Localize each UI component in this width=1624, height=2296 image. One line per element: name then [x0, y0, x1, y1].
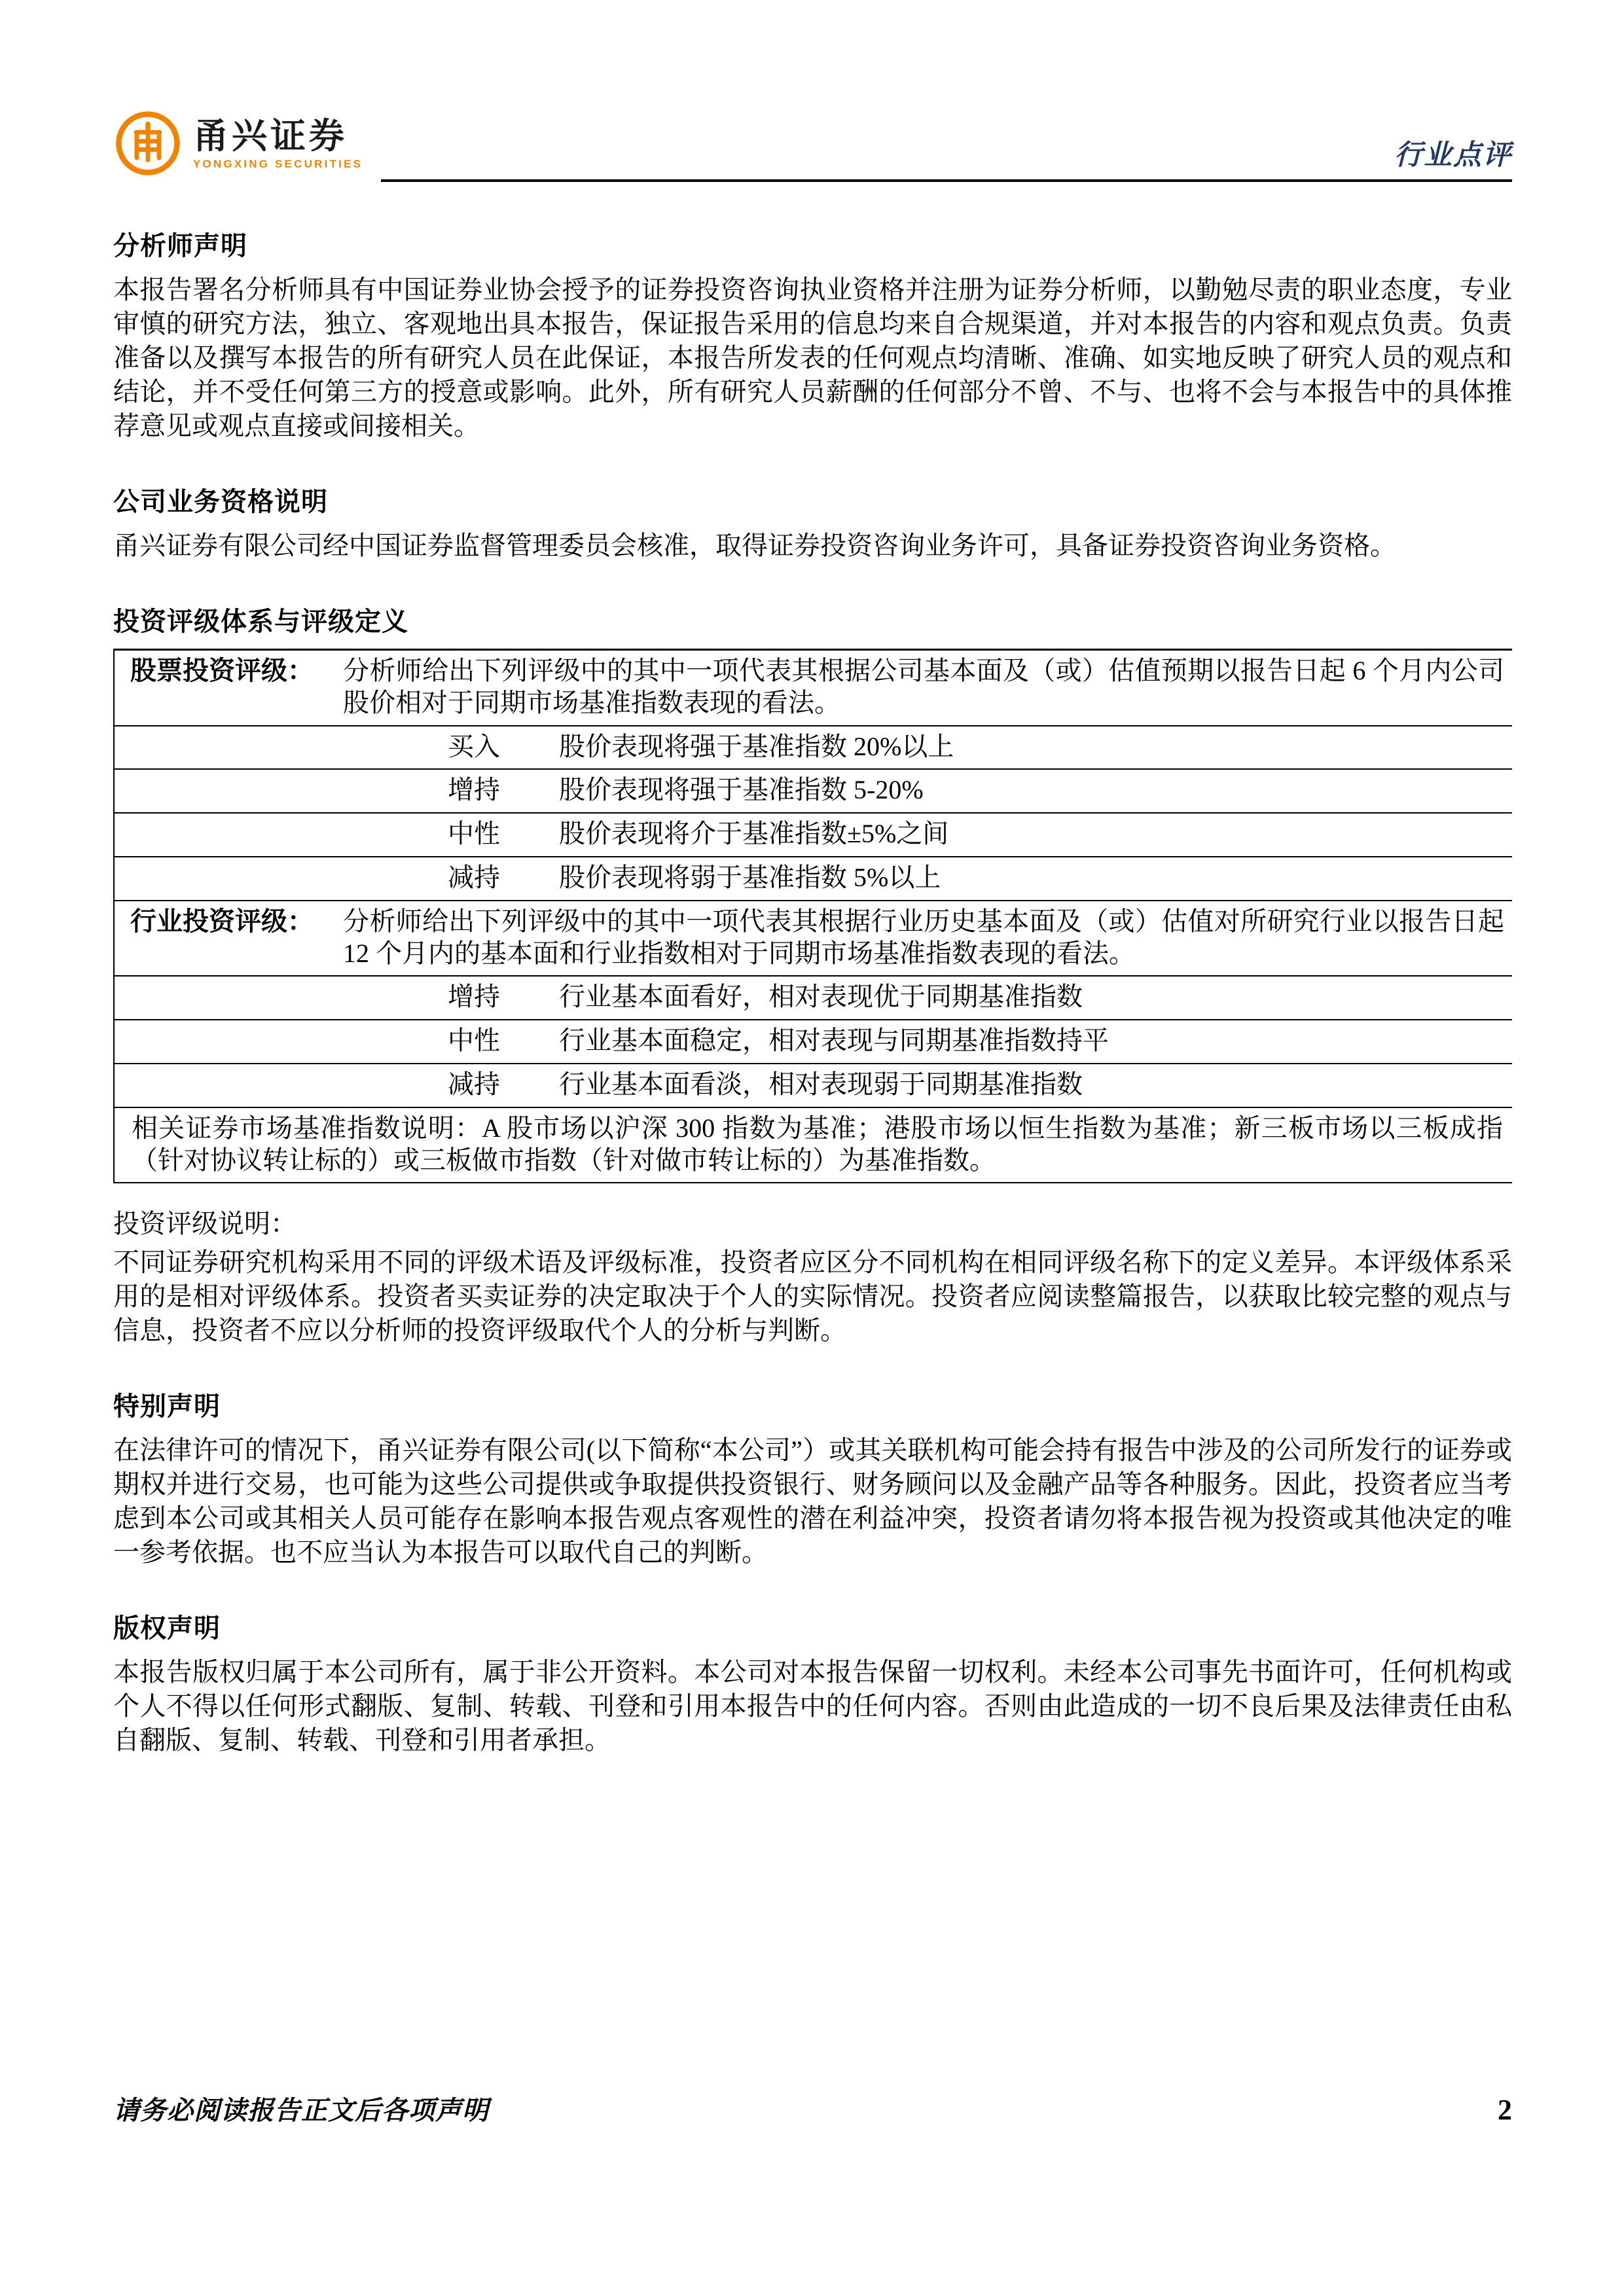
brand-logo [113, 105, 381, 182]
brand-logo-icon [113, 109, 183, 178]
table-row [114, 857, 1512, 901]
rating-name: 中性 [343, 1020, 559, 1064]
rating-name: 增持 [343, 769, 559, 813]
table-row [114, 1064, 1512, 1107]
special-statement-text: 在法律许可的情况下，甬兴证券有限公司(以下简称“本公司”）或其关联机构可能会持有报告中涉及的公司所发行的证券或期权并进行交易，也可能为这些公司提供或争取提供投资银行、财务顾问以及金融产品等各种服务。因此，投资者应当考虑到本公司或其相关人员可能存在影响本报告观点客观性的潜在利益冲突，投资者请勿将本报告视为投资或其他决定的唯一参考依据。也不应当认为本报告可以取代自己的判断。 [113, 1435, 1512, 1568]
qualification-text: 甬兴证券有限公司经中国证券监督管理委员会核准，取得证券投资咨询业务许可，具备证券投资咨询业务资格。 [113, 531, 1396, 560]
header-rule [381, 105, 1512, 182]
rating-desc: 股价表现将介于基准指数±5%之间 [559, 813, 1512, 857]
rating-desc: 股价表现将弱于基准指数 5%以上 [559, 857, 1512, 901]
empty-cell [114, 726, 343, 770]
empty-cell [114, 1064, 343, 1107]
qualification-section [113, 481, 1512, 563]
rating-desc: 行业基本面看淡，相对表现弱于同期基准指数 [559, 1064, 1512, 1107]
rating-note-title: 投资评级说明： [113, 1209, 297, 1239]
rating-desc: 股价表现将强于基准指数 20%以上 [559, 726, 1512, 770]
rating-desc: 股价表现将强于基准指数 5-20% [559, 769, 1512, 813]
rating-name: 买入 [343, 726, 559, 770]
rating-name: 中性 [343, 813, 559, 857]
table-row [114, 901, 1512, 977]
rating-definition: 分析师给出下列评级中的其中一项代表其根据公司基本面及（或）估值预期以报告日起 6 个月内公司股价相对于同期市场基准指数表现的看法。 [343, 650, 1512, 726]
rating-category-label: 行业投资评级： [114, 901, 343, 977]
table-footnote-row [114, 1107, 1512, 1183]
brand-text [193, 116, 363, 171]
table-row [114, 976, 1512, 1020]
copyright-heading: 版权声明 [113, 1613, 221, 1643]
empty-cell [114, 813, 343, 857]
page-header [113, 105, 1512, 182]
report-type-label: 行业点评 [1394, 140, 1512, 171]
rating-note-section [113, 1203, 1512, 1348]
rating-system-section [113, 601, 1512, 1183]
special-statement-section [113, 1386, 1512, 1570]
special-statement-heading: 特别声明 [113, 1391, 221, 1422]
copyright-section [113, 1607, 1512, 1757]
analyst-statement-heading: 分析师声明 [113, 231, 247, 260]
rating-note-text: 不同证券研究机构采用不同的评级术语及评级标准，投资者应区分不同机构在相同评级名称下的定义差异。本评级体系采用的是相对评级体系。投资者买卖证券的决定取决于个人的实际情况。投资者应阅读整篇报告，以获取比较完整的观点与信息，投资者不应以分析师的投资评级取代个人的分析与判断。 [113, 1247, 1512, 1346]
brand-name-cn: 甬兴证券 [193, 116, 348, 156]
table-row [114, 650, 1512, 726]
rating-name: 减持 [343, 857, 559, 901]
table-row [114, 813, 1512, 857]
page-footer [113, 2090, 1512, 2127]
rating-system-heading: 投资评级体系与评级定义 [113, 607, 408, 636]
empty-cell [114, 976, 343, 1020]
empty-cell [114, 857, 343, 901]
table-row [114, 1020, 1512, 1064]
rating-name: 减持 [343, 1064, 559, 1107]
empty-cell [114, 769, 343, 813]
copyright-text: 本报告版权归属于本公司所有，属于非公开资料。本公司对本报告保留一切权利。未经本公司事先书面许可，任何机构或个人不得以任何形式翻版、复制、转载、刊登和引用本报告中的任何内容。否则由此造成的一切不良后果及法律责任由私自翻版、复制、转载、刊登和引用者承担。 [113, 1657, 1512, 1755]
rating-desc: 行业基本面看好，相对表现优于同期基准指数 [559, 976, 1512, 1020]
brand-name-en: YONGXING SECURITIES [193, 158, 363, 171]
analyst-statement-section [113, 225, 1512, 443]
rating-desc: 行业基本面稳定，相对表现与同期基准指数持平 [559, 1020, 1512, 1064]
page-number: 2 [1498, 2094, 1512, 2126]
rating-name: 增持 [343, 976, 559, 1020]
rating-table [113, 649, 1512, 1183]
benchmark-footnote: 相关证券市场基准指数说明：A 股市场以沪深 300 指数为基准；港股市场以恒生指数为基准；新三板市场以三板成指（针对协议转让标的）或三板做市指数（针对做市转让标的）为基准指数。 [114, 1107, 1512, 1183]
rating-definition: 分析师给出下列评级中的其中一项代表其根据行业历史基本面及（或）估值对所研究行业以报告日起 12 个月内的基本面和行业指数相对于同期市场基准指数表现的看法。 [343, 901, 1512, 977]
analyst-statement-text: 本报告署名分析师具有中国证券业协会授予的证券投资咨询执业资格并注册为证券分析师，以勤勉尽责的职业态度，专业审慎的研究方法，独立、客观地出具本报告，保证报告采用的信息均来自合规渠道，并对本报告的内容和观点负责。负责准备以及撰写本报告的所有研究人员在此保证，本报告所发表的任何观点均清晰、准确、如实地反映了研究人员的观点和结论，并不受任何第三方的授意或影响。此外，所有研究人员薪酬的任何部分不曾、不与、也将不会与本报告中的具体推荐意见或观点直接或间接相关。 [113, 275, 1512, 440]
table-row [114, 769, 1512, 813]
table-row [114, 726, 1512, 770]
footer-disclaimer: 请务必阅读报告正文后各项声明 [113, 2096, 489, 2125]
qualification-heading: 公司业务资格说明 [113, 487, 328, 516]
empty-cell [114, 1020, 343, 1064]
rating-category-label: 股票投资评级： [114, 650, 343, 726]
